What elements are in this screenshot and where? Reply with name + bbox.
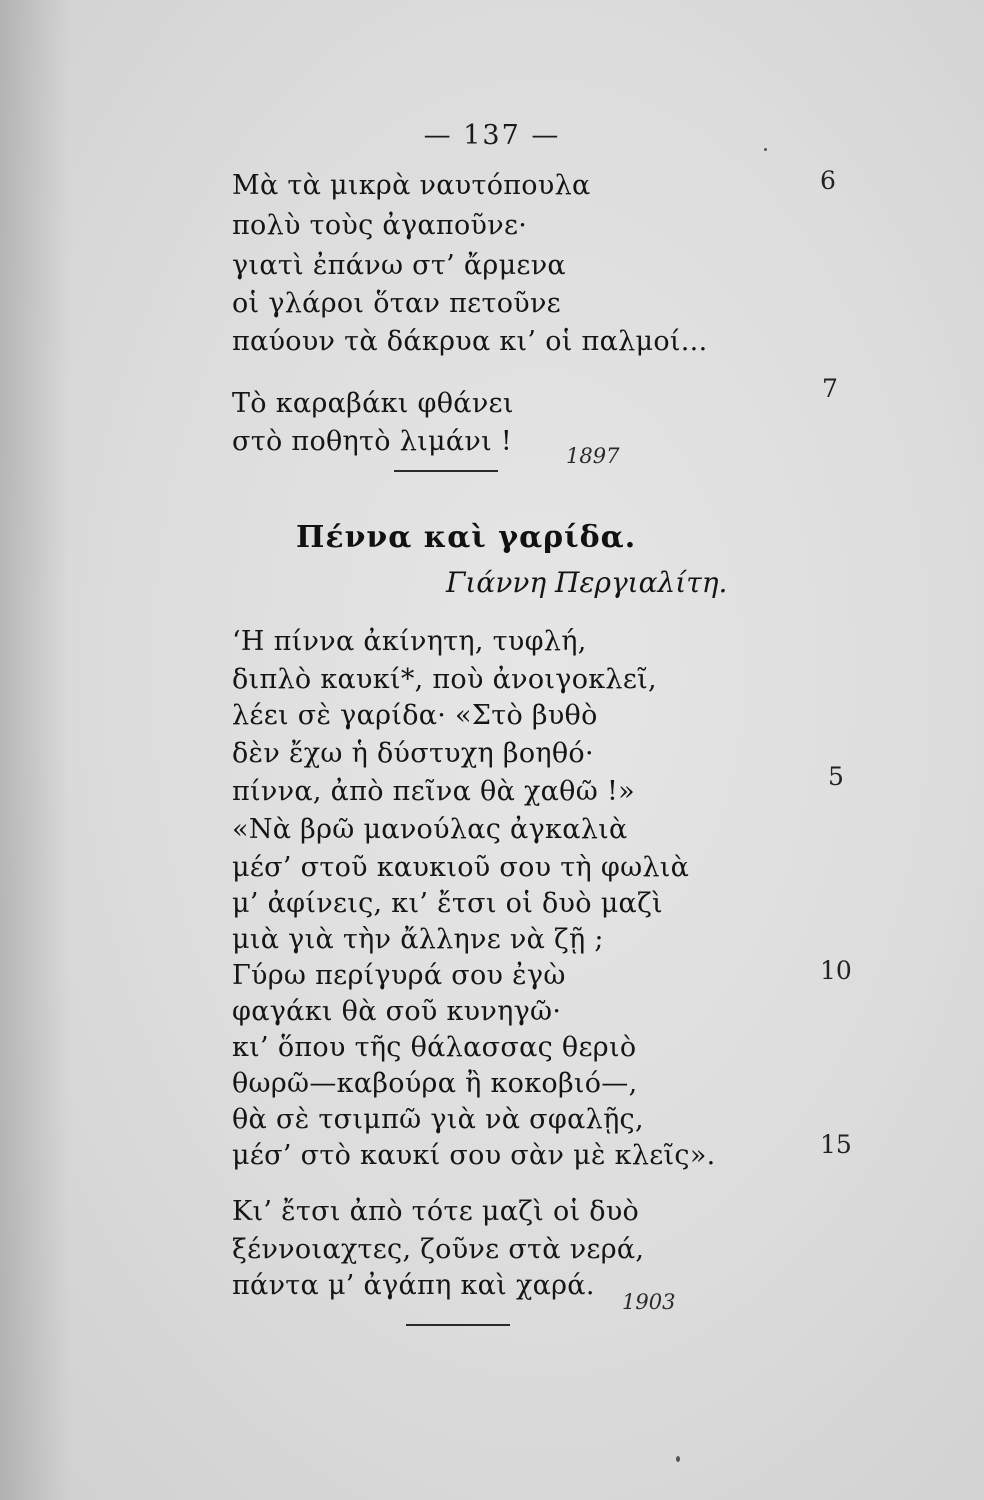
poem2-line: λέει σὲ γαρίδα· «Στὸ βυθὸ: [232, 700, 598, 731]
poem1-line: γιατὶ ἐπάνω στ’ ἄρμενα: [232, 250, 566, 281]
verse-number: 5: [828, 762, 844, 791]
poem2-line: «Νὰ βρῶ μανούλας ἀγκαλιὰ: [232, 814, 628, 845]
page-number: — 137 —: [423, 120, 561, 151]
verse-number: 7: [822, 374, 838, 403]
poem-author: Γιάννη Περγιαλίτη.: [446, 566, 728, 599]
poem2-line: θὰ σὲ τσιμπῶ γιὰ νὰ σφαλῇς,: [232, 1104, 644, 1135]
poem2-line: Γύρω περίγυρά σου ἐγὼ: [232, 960, 566, 991]
poem2-line: θωρῶ—καβούρα ἢ κοκοβιό—,: [232, 1068, 638, 1099]
poem2-line: δὲν ἔχω ἡ δύστυχη βοηθό·: [232, 738, 594, 769]
separator-rule: [406, 1324, 510, 1326]
poem2-line: ‘Η πίννα ἀκίνητη, τυφλή,: [232, 626, 587, 657]
separator-rule: [394, 470, 498, 472]
poem1-line: Μὰ τὰ μικρὰ ναυτόπουλα: [232, 170, 591, 201]
poem2-closing-line: Κι’ ἔτσι ἀπὸ τότε μαζὶ οἱ δυὸ: [232, 1196, 640, 1227]
verse-number: 15: [820, 1130, 852, 1159]
poem1-line: οἱ γλάροι ὅταν πετοῦνε: [232, 288, 561, 319]
poem2-line: κι’ ὅπου τῆς θάλασσας θεριὸ: [232, 1032, 637, 1063]
poem1-line: στὸ ποθητὸ λιμάνι !: [232, 426, 513, 457]
paper-speck: [764, 148, 767, 151]
poem1-line: Τὸ καραβάκι φθάνει: [232, 388, 514, 419]
poem1-line: παύουν τὰ δάκρυα κι’ οἱ παλμοί...: [232, 326, 708, 357]
poem2-line: φαγάκι θὰ σοῦ κυνηγῶ·: [232, 996, 562, 1027]
poem2-closing-line: ξέννοιαχτες, ζοῦνε στὰ νερά,: [232, 1234, 645, 1265]
spine-shadow: [0, 0, 70, 1500]
poem2-line: πίννα, ἀπὸ πεῖνα θὰ χαθῶ !»: [232, 776, 635, 807]
poem1-line: πολὺ τοὺς ἀγαποῦνε·: [232, 210, 528, 241]
poem2-line: διπλὸ καυκί*, ποὺ ἀνοιγοκλεῖ,: [232, 664, 657, 695]
poem-title: Πέννα καὶ γαρίδα.: [296, 520, 637, 555]
verse-number: 10: [820, 956, 852, 985]
poem2-line: μέσ’ στοῦ καυκιοῦ σου τὴ φωλιὰ: [232, 852, 690, 883]
verse-number: 6: [820, 166, 836, 195]
poem2-line: μέσ’ στὸ καυκί σου σὰν μὲ κλεῖς».: [232, 1140, 716, 1171]
poem2-line: μιὰ γιὰ τὴν ἄλληνε νὰ ζῇ ;: [232, 924, 604, 955]
poem2-date: 1903: [622, 1290, 676, 1314]
poem2-line: μ’ ἀφίνεις, κι’ ἔτσι οἱ δυὸ μαζὶ: [232, 888, 663, 919]
poem1-date: 1897: [566, 444, 620, 468]
poem2-closing-line: πάντα μ’ ἀγάπη καὶ χαρά.: [232, 1270, 595, 1301]
paper-speck: [676, 1456, 680, 1462]
